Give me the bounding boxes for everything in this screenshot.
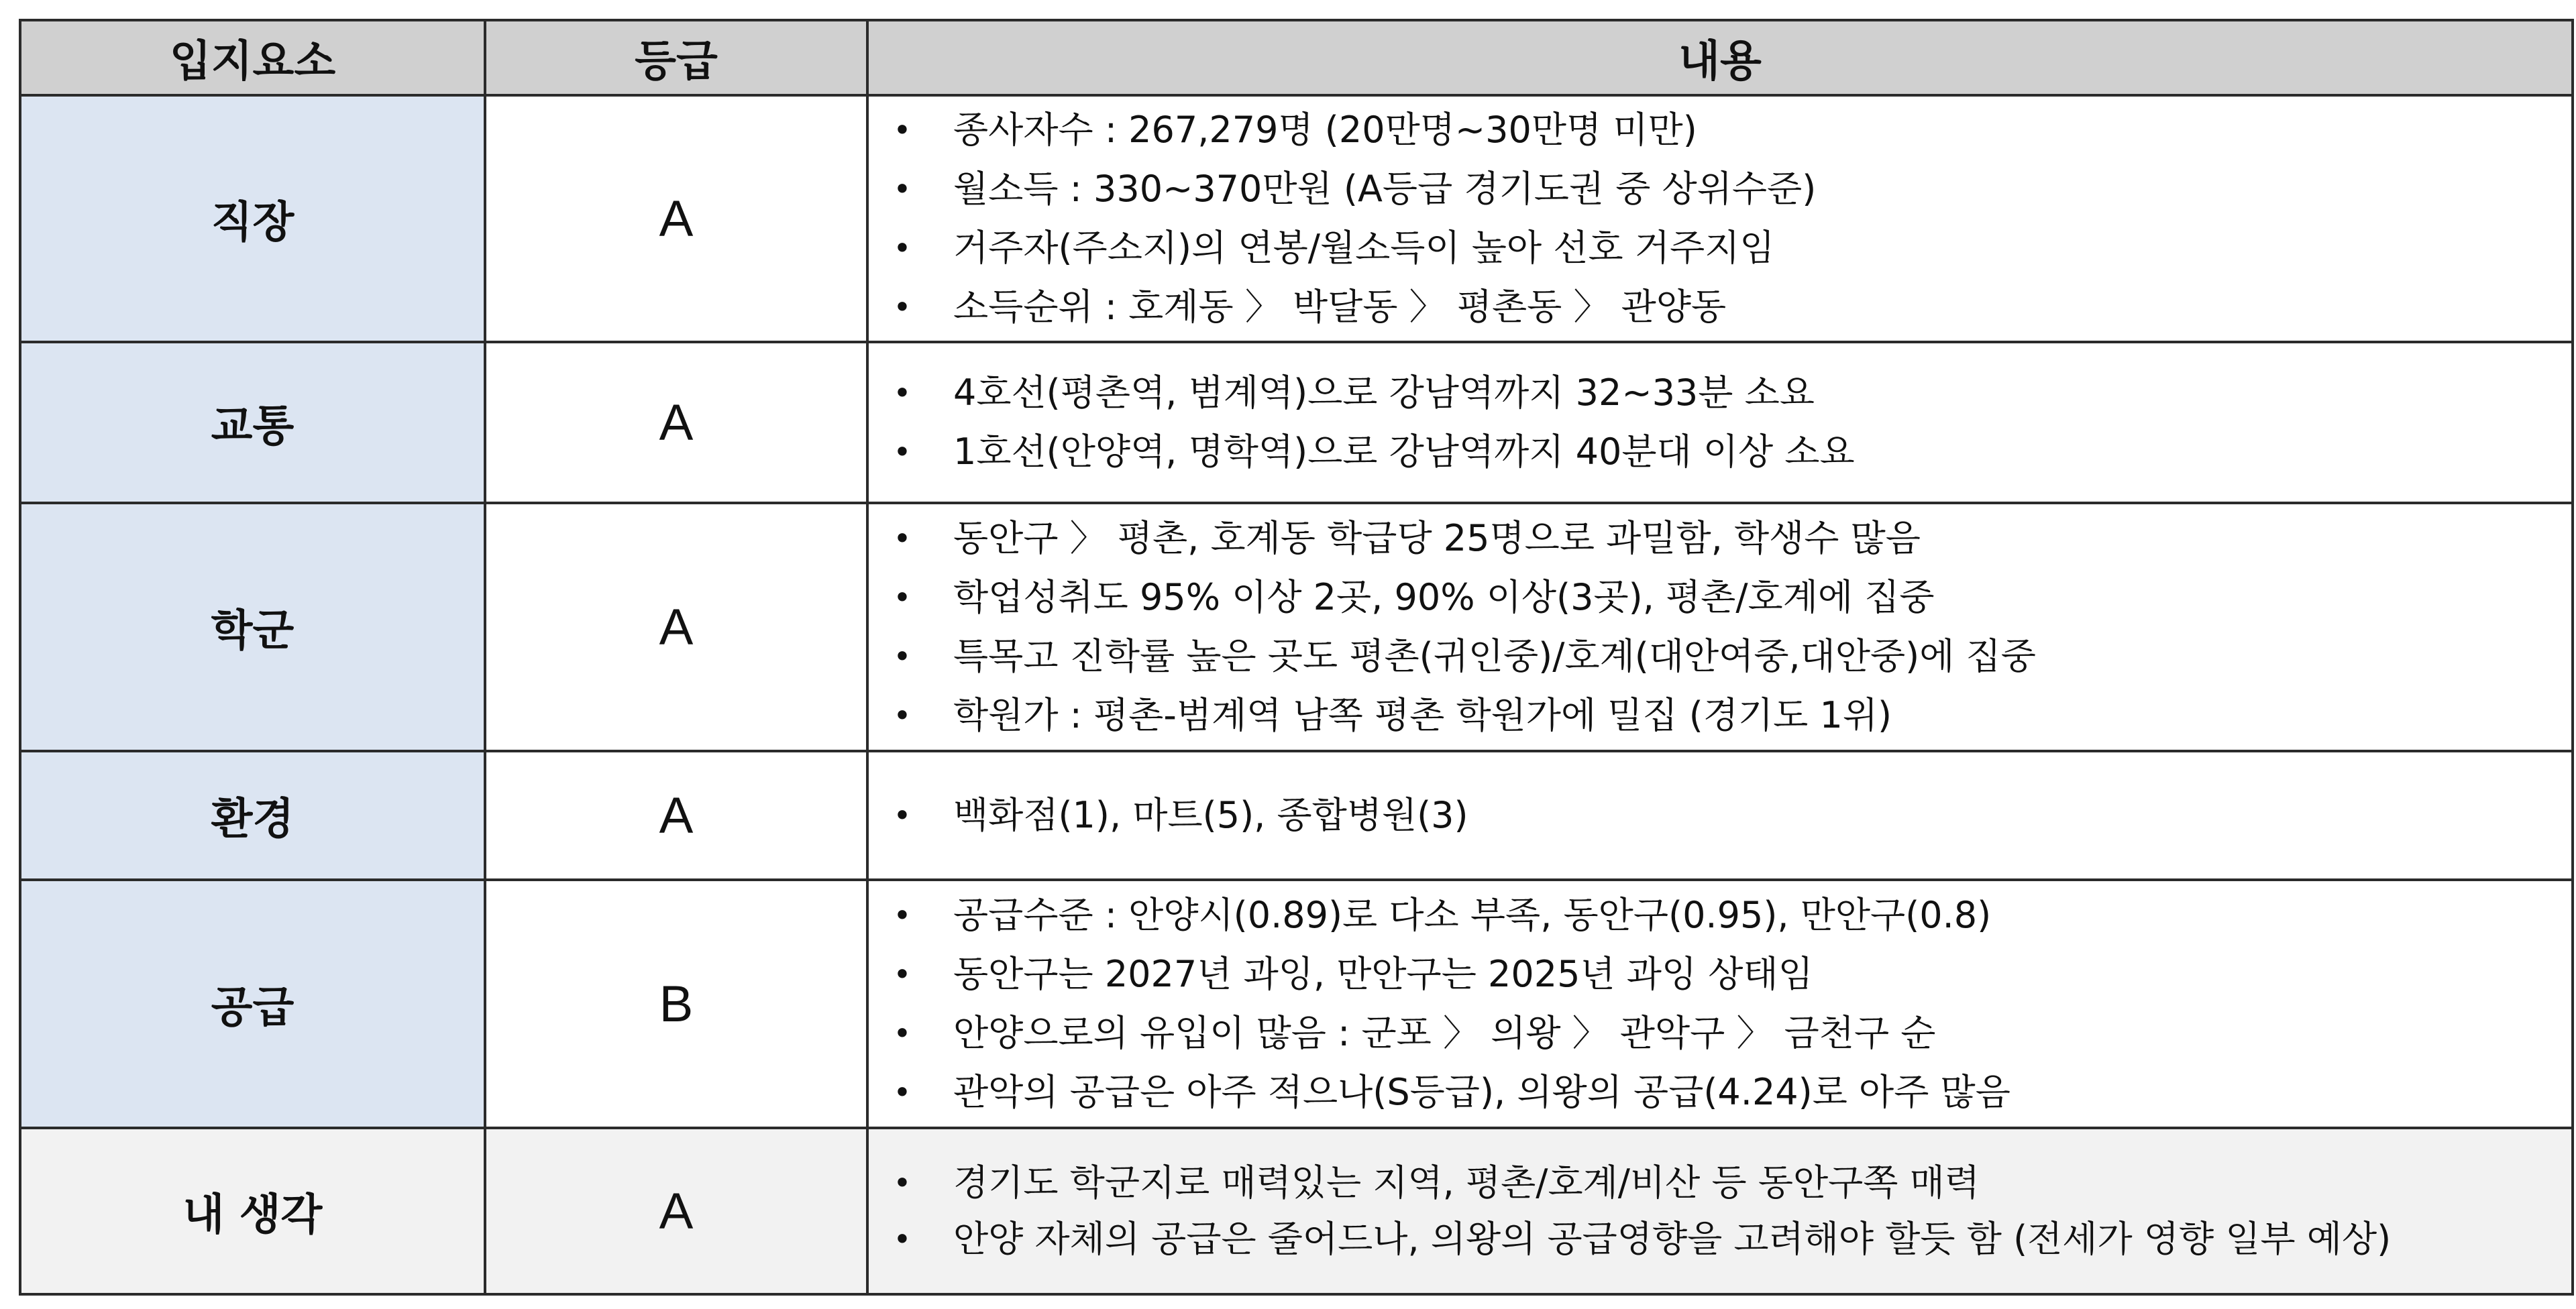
list-item <box>889 509 2571 568</box>
table-row <box>20 880 2573 1128</box>
bullet-icon: • <box>893 638 912 675</box>
list-item <box>889 686 2571 745</box>
factor-cell: 공급 <box>20 880 485 1128</box>
bullet-icon: • <box>893 1221 912 1257</box>
bullet-list <box>869 786 2571 845</box>
list-item <box>889 627 2571 686</box>
bullet-icon: • <box>893 956 912 992</box>
list-item <box>889 101 2571 160</box>
bullet-icon: • <box>893 797 912 834</box>
header-factor: 입지요소 <box>20 20 485 95</box>
list-item <box>889 1211 2571 1267</box>
bullet-icon: • <box>893 230 912 266</box>
content-cell <box>867 342 2573 503</box>
factor-cell: 내 생각 <box>20 1128 485 1294</box>
bullet-icon: • <box>893 1015 912 1051</box>
list-item-text: 학원가 : 평촌-범계역 남쪽 평촌 학원가에 밀집 (경기도 1위) <box>953 694 1892 736</box>
factor-cell: 교통 <box>20 342 485 503</box>
factor-cell: 학군 <box>20 503 485 751</box>
table-row <box>20 503 2573 751</box>
list-item <box>889 422 2571 481</box>
list-item-text: 동안구 〉 평촌, 호계동 학급당 25명으로 과밀함, 학생수 많음 <box>953 517 1921 559</box>
list-item <box>889 160 2571 219</box>
factor-cell: 직장 <box>20 95 485 342</box>
grade-cell: A <box>485 503 867 751</box>
list-item-text: 안양으로의 유입이 많음 : 군포 〉 의왕 〉 관악구 〉 금천구 순 <box>953 1012 1936 1054</box>
list-item-text: 4호선(평촌역, 범계역)으로 강남역까지 32~33분 소요 <box>953 372 1815 414</box>
bullet-icon: • <box>893 171 912 207</box>
bullet-icon: • <box>893 434 912 470</box>
table-row <box>20 751 2573 880</box>
list-item-text: 공급수준 : 안양시(0.89)로 다소 부족, 동안구(0.95), 만안구(0.8) <box>953 894 1992 936</box>
list-item-text: 특목고 진학률 높은 곳도 평촌(귀인중)/호계(대안여중,대안중)에 집중 <box>953 635 2036 677</box>
grade-cell: A <box>485 95 867 342</box>
grade-cell: A <box>485 751 867 880</box>
factor-cell: 환경 <box>20 751 485 880</box>
list-item-text: 경기도 학군지로 매력있는 지역, 평촌/호계/비산 등 동안구쪽 매력 <box>953 1161 1980 1204</box>
list-item <box>889 786 2571 845</box>
bullet-list <box>869 886 2571 1122</box>
list-item <box>889 945 2571 1004</box>
list-item <box>889 219 2571 278</box>
grade-cell: A <box>485 1128 867 1294</box>
list-item-text: 학업성취도 95% 이상 2곳, 90% 이상(3곳), 평촌/호계에 집중 <box>953 576 1935 618</box>
content-cell <box>867 880 2573 1128</box>
list-item <box>889 1063 2571 1122</box>
bullet-list <box>869 1155 2571 1267</box>
table-row <box>20 1128 2573 1294</box>
header-grade: 등급 <box>485 20 867 95</box>
list-item <box>889 568 2571 627</box>
content-cell <box>867 503 2573 751</box>
bullet-list <box>869 363 2571 481</box>
list-item-text: 안양 자체의 공급은 줄어드나, 의왕의 공급영향을 고려해야 할듯 함 (전세가 영향 일부 예상) <box>953 1218 2392 1260</box>
table-row <box>20 342 2573 503</box>
list-item-text: 월소득 : 330~370만원 (A등급 경기도권 중 상위수준) <box>953 168 1817 210</box>
list-item-text: 관악의 공급은 아주 적으나(S등급), 의왕의 공급(4.24)로 아주 많음 <box>953 1071 2010 1113</box>
bullet-icon: • <box>893 289 912 325</box>
bullet-icon: • <box>893 1165 912 1201</box>
content-cell <box>867 751 2573 880</box>
grade-cell: A <box>485 342 867 503</box>
header-row <box>20 20 2573 95</box>
list-item-text: 거주자(주소지)의 연봉/월소득이 높아 선호 거주지임 <box>953 227 1775 269</box>
list-item <box>889 363 2571 422</box>
bullet-icon: • <box>893 1074 912 1111</box>
grade-cell: B <box>485 880 867 1128</box>
bullet-icon: • <box>893 112 912 148</box>
list-item <box>889 278 2571 337</box>
bullet-icon: • <box>893 897 912 933</box>
bullet-icon: • <box>893 579 912 616</box>
list-item-text: 백화점(1), 마트(5), 종합병원(3) <box>953 794 1468 836</box>
list-item <box>889 1155 2571 1211</box>
header-content: 내용 <box>867 20 2573 95</box>
content-cell <box>867 1128 2573 1294</box>
list-item-text: 1호선(안양역, 명학역)으로 강남역까지 40분대 이상 소요 <box>953 431 1855 473</box>
bullet-icon: • <box>893 520 912 557</box>
location-analysis-table <box>19 19 2574 1296</box>
list-item <box>889 1004 2571 1063</box>
list-item <box>889 886 2571 945</box>
content-cell <box>867 95 2573 342</box>
list-item-text: 종사자수 : 267,279명 (20만명~30만명 미만) <box>953 109 1697 151</box>
list-item-text: 소득순위 : 호계동 〉 박달동 〉 평촌동 〉 관양동 <box>953 286 1727 328</box>
list-item-text: 동안구는 2027년 과잉, 만안구는 2025년 과잉 상태임 <box>953 953 1813 995</box>
bullet-icon: • <box>893 697 912 734</box>
bullet-list <box>869 509 2571 745</box>
table-row <box>20 95 2573 342</box>
bullet-icon: • <box>893 375 912 411</box>
bullet-list <box>869 101 2571 337</box>
